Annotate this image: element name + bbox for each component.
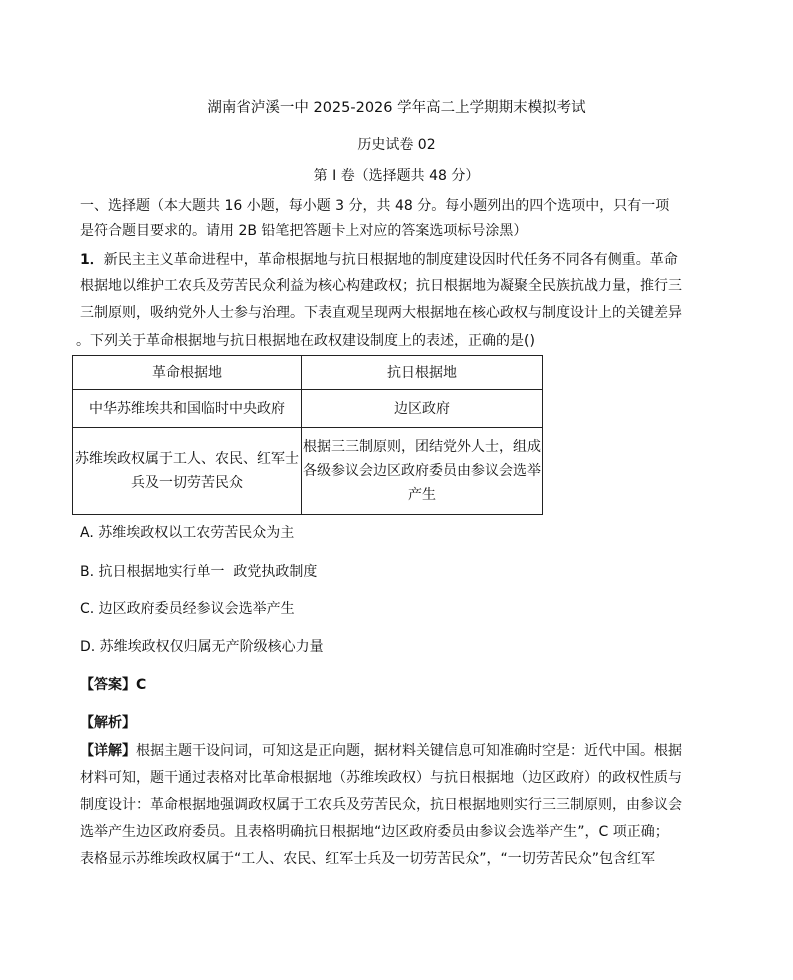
table-cell: 边区政府 [302,390,543,428]
table-cell: 苏维埃政权属于工人、农民、红军士兵及一切劳苦民众 [73,428,302,515]
question-1-stem-line: 根据地以维护工农兵及劳苦民众利益为核心构建政权；抗日根据地为凝聚全民族抗战力量，推行三 [80,278,682,294]
answer-label: 【答案】 [80,677,136,693]
option-c: C. 边区政府委员经参议会选举产生 [80,601,295,617]
table-cell: 根据三三制原则，团结党外人士，组成各级参议会边区政府委员由参议会选举产生 [302,428,543,515]
comparison-table [72,355,543,515]
answer-value: C [136,677,147,693]
analysis-line: 选举产生边区政府委员。且表格明确抗日根据地“边区政府委员由参议会选举产生”，C 项正确； [80,824,669,840]
analysis-line: 表格显示苏维埃政权属于“工人、农民、红军士兵及一切劳苦民众”，“一切劳苦民众”包含红军 [80,851,656,867]
analysis-line: 【详解】根据主题干设问词，可知这是正向题，据材料关键信息可知准确时空是：近代中国。根据 [80,743,682,759]
question-1-stem-line: 三制原则，吸纳党外人士参与治理。下表直观呈现两大根据地在核心政权与制度设计上的关键差异 [80,305,682,321]
option-a: A. 苏维埃政权以工农劳苦民众为主 [80,525,295,541]
section-instruction-line: 是符合题目要求的。请用 2B 铅笔把答题卡上对应的答案选项标号涂黑） [80,223,528,239]
question-1-stem-line: 1．新民主主义革命进程中，革命根据地与抗日根据地的制度建设因时代任务不同各有侧重。革命 [80,252,678,268]
table-cell: 中华苏维埃共和国临时中央政府 [73,390,302,428]
question-number: 1． [80,252,104,268]
option-d: D. 苏维埃政权仅归属无产阶级核心力量 [80,639,324,655]
detail-label: 【详解】 [80,743,136,759]
exam-title: 湖南省泸溪一中 2025-2026 学年高二上学期期末模拟考试 [207,100,586,116]
answer-line [80,674,146,694]
table-row [73,428,543,515]
table-header-cell: 抗日根据地 [302,356,543,390]
table-header-row [73,356,543,390]
analysis-line: 材料可知，题干通过表格对比革命根据地（苏维埃政权）与抗日根据地（边区政府）的政权性质与 [80,770,682,786]
table-header-cell: 革命根据地 [73,356,302,390]
exam-subtitle: 历史试卷 02 [357,137,436,153]
analysis-line: 制度设计：革命根据地强调政权属于工农兵及劳苦民众，抗日根据地则实行三三制原则，由参议会 [80,797,682,813]
option-b: B. 抗日根据地实行单一 政党执政制度 [80,564,318,580]
section-instruction-line: 一、选择题（本大题共 16 小题，每小题 3 分，共 48 分。每小题列出的四个选项中，只有一项 [80,198,670,214]
question-1-stem-line: 。下列关于革命根据地与抗日根据地在政权建设制度上的表述，正确的是() [76,333,535,349]
part-heading: 第 I 卷（选择题共 48 分） [313,168,480,184]
analysis-label: 【解析】 [80,715,136,731]
table-row [73,390,543,428]
